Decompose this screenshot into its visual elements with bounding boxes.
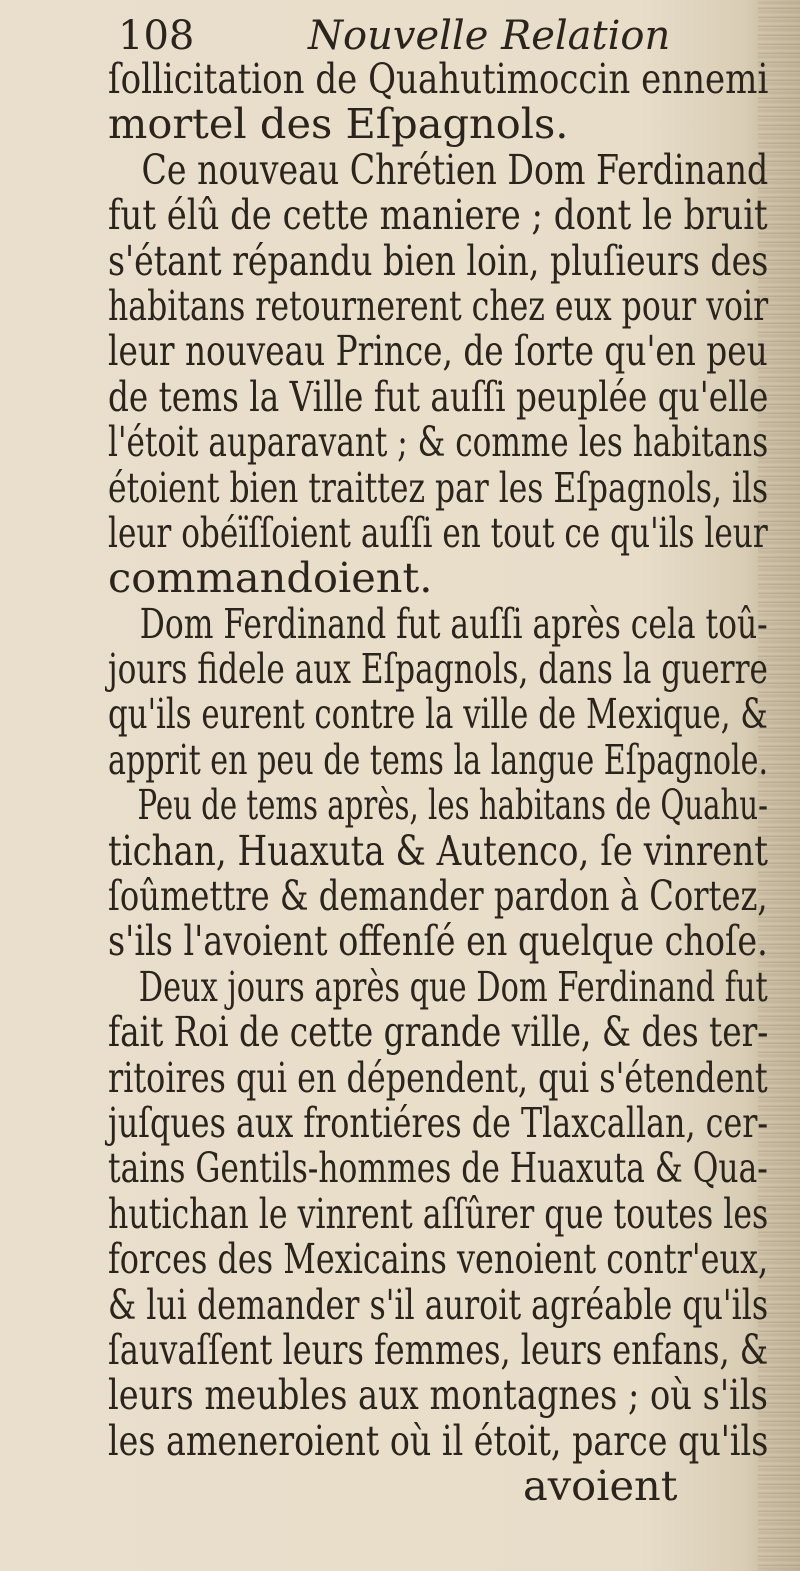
text-line: les ameneroient où il étoit, parce qu'ils bbox=[108, 1415, 769, 1465]
text-line: ſollicitation de Quahutimoccin ennemi bbox=[108, 54, 769, 103]
text-line: habitans retournerent chez eux pour voir bbox=[108, 280, 769, 330]
text-line: jours fidele aux Eſpagnols, dans la guerre bbox=[108, 644, 768, 694]
running-title: Nouvelle Relation bbox=[308, 13, 671, 59]
text-line: Ce nouveau Chrétien Dom Ferdinand bbox=[141, 144, 769, 194]
text-line: commandoient. bbox=[108, 553, 433, 603]
text-line: ſoûmettre & demander pardon à Cortez, bbox=[108, 871, 768, 921]
catchword: avoient bbox=[523, 1461, 678, 1511]
text-line: leur nouveau Prince, de ſorte qu'en peu bbox=[108, 326, 768, 376]
text-line: qu'ils eurent contre la ville de Mexique, & bbox=[108, 689, 768, 739]
page-number: 108 bbox=[118, 13, 195, 59]
text-line: tains Gentils-hommes de Huaxuta & Qua- bbox=[108, 1143, 768, 1193]
text-line: forces des Mexicains venoient contr'eux, bbox=[108, 1234, 769, 1284]
text-line: leur obéïſſoient auſſi en tout ce qu'ils leur bbox=[108, 507, 768, 557]
text-line: tichan, Huaxuta & Autenco, ſe vinrent bbox=[108, 825, 768, 875]
page-header bbox=[118, 12, 768, 60]
text-line: juſques aux frontiéres de Tlaxcallan, cer- bbox=[108, 1097, 769, 1147]
text-line: Deux jours après que Dom Ferdinand fut bbox=[138, 961, 768, 1011]
text-line: hutichan le vinrent aſſûrer que toutes les bbox=[108, 1188, 769, 1238]
text-line: fait Roi de cette grande ville, & des ter- bbox=[108, 1007, 769, 1057]
text-line: leurs meubles aux montagnes ; où s'ils bbox=[108, 1370, 768, 1420]
text-line: de tems la Ville fut auſſi peuplée qu'elle bbox=[108, 371, 769, 421]
text-line: mortel des Eſpagnols. bbox=[108, 99, 569, 149]
body-text bbox=[108, 56, 768, 1509]
text-line: étoient bien traittez par les Eſpagnols, ils bbox=[108, 462, 769, 512]
text-line: s'ils l'avoient offenſé en quelque choſe. bbox=[108, 916, 768, 966]
text-line: ritoires qui en dépendent, qui s'étendent bbox=[108, 1052, 768, 1102]
text-line: fut élû de cette maniere ; dont le bruit bbox=[108, 190, 768, 240]
text-line: ſauvaſſent leurs femmes, leurs enfans, & bbox=[108, 1324, 769, 1374]
text-line: apprit en peu de tems la langue Eſpagnole. bbox=[108, 734, 769, 784]
text-line: Peu de tems après, les habitans de Quahu- bbox=[137, 780, 768, 830]
text-line: & lui demander s'il auroit agréable qu'ils bbox=[108, 1279, 769, 1329]
text-line: s'étant répandu bien loin, pluſieurs des bbox=[108, 235, 769, 285]
text-line: Dom Ferdinand fut auſſi après cela toû- bbox=[139, 598, 768, 648]
text-line: l'étoit auparavant ; & comme les habitans bbox=[108, 417, 769, 467]
